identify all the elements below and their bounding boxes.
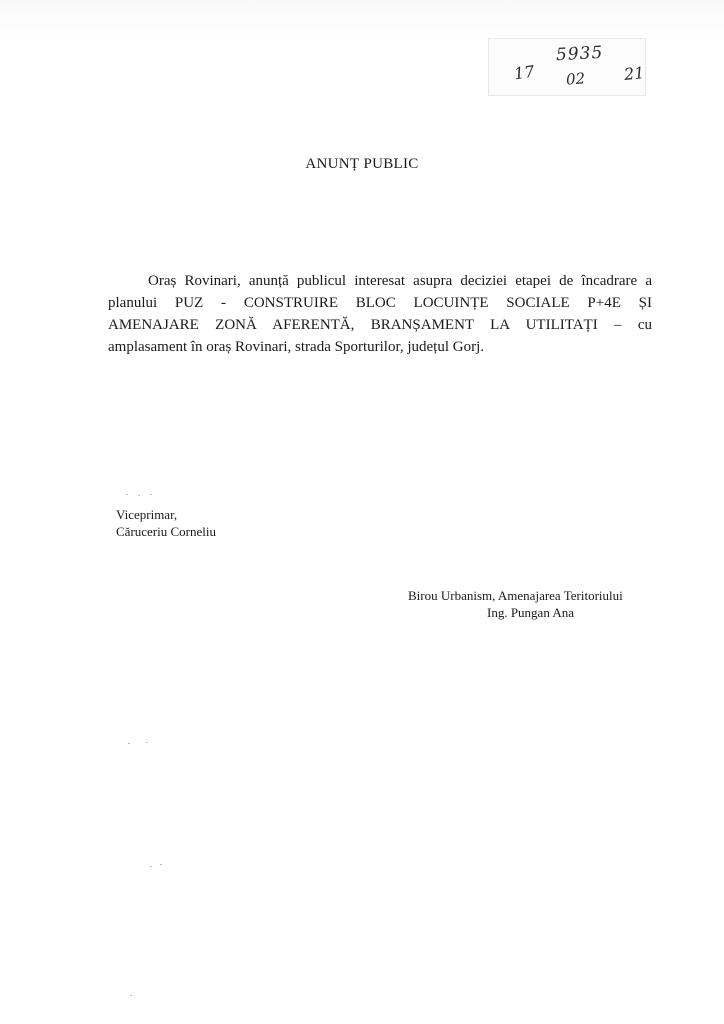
scan-speck: [150, 866, 152, 867]
scan-speck: [146, 742, 148, 743]
body-line: amplasament în oraș Rovinari, strada Sporturilor, județul Gorj.: [108, 339, 484, 355]
signatory-name: Căruceriu Corneliu: [116, 524, 216, 539]
registration-year: 21: [623, 62, 646, 85]
signature-right: [408, 587, 662, 621]
signatory-role: Viceprimar,: [116, 507, 178, 522]
registration-number: 5935: [555, 42, 604, 66]
body-line: planului PUZ - CONSTRUIRE BLOC LOCUINȚE SOCIALE P+4E ȘI: [108, 295, 652, 311]
announcement-body: [108, 270, 652, 358]
scan-bleed-band: [0, 0, 724, 40]
scan-speck: [138, 495, 140, 496]
signatory-department: Birou Urbanism, Amenajarea Teritoriului: [408, 588, 623, 603]
body-line: Oraș Rovinari, anunță publicul interesat asupra deciziei etapei de încadrare a: [148, 273, 652, 289]
registration-day: 17: [512, 61, 536, 84]
document-title: ANUNȚ PUBLIC: [305, 156, 419, 172]
scan-speck: [126, 494, 128, 495]
scan-speck: [160, 864, 162, 865]
registration-month: 02: [565, 69, 586, 89]
signature-left: [116, 506, 216, 540]
scan-speck: [130, 995, 132, 996]
scan-speck: [150, 494, 152, 495]
scan-speck: [128, 743, 130, 744]
signatory-name: Ing. Pungan Ana: [487, 605, 575, 620]
body-line: AMENAJARE ZONĂ AFERENTĂ, BRANȘAMENT LA UTILITAȚI – cu: [108, 317, 652, 333]
